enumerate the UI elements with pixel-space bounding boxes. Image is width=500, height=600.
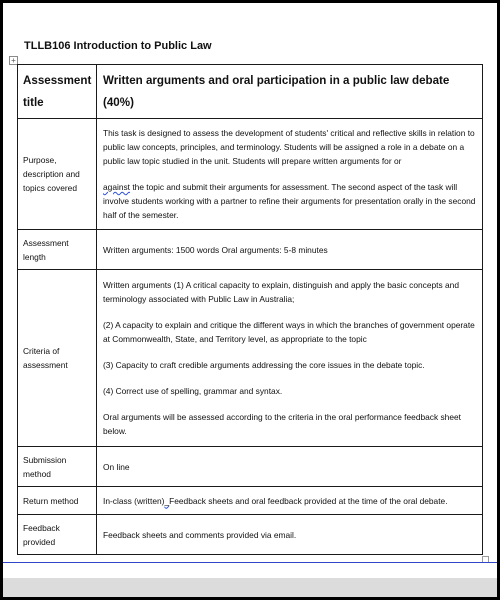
page-gap (3, 578, 497, 597)
purpose-paragraph-1: This task is designed to assess the development of students' critical and reflective skills in relation to public law concepts, principles, and terminology. Students will be assigned a role in a debate on a public law topic studied in the unit. Students will prepare written arguments for or (103, 128, 475, 166)
grammar-flagged-mark[interactable]: _ (164, 495, 170, 506)
table-row (18, 515, 483, 555)
submission-method-value: On line (97, 447, 483, 487)
criteria-label: Criteria of assessment (18, 270, 97, 447)
assessment-length-value: Written arguments: 1500 words Oral arguments: 5-8 minutes (97, 230, 483, 270)
assessment-title-value: Written arguments and oral participation in a public law debate (40%) (97, 65, 483, 119)
assessment-table (17, 64, 483, 555)
assessment-title-label: Assessment title (18, 65, 97, 119)
return-method-text-start: In-class (written) (103, 495, 165, 506)
document-title: TLLB106 Introduction to Public Law (24, 40, 212, 52)
purpose-paragraph-2-text: the topic and submit their arguments for assessment. The second aspect of the task will involve students working with a partner to refine their arguments for presentation orally in the second half of the semester. (103, 182, 476, 220)
feedback-provided-value: Feedback sheets and comments provided via email. (97, 515, 483, 555)
table-row (18, 447, 483, 487)
criteria-item: (2) A capacity to explain and critique the different ways in which the branches of government operate at Commonwealth, State, and Territory level, as appropriate to the topic (103, 320, 475, 344)
move-handle-icon[interactable]: + (9, 56, 18, 65)
criteria-item: Oral arguments will be assessed according to the criteria in the oral performance feedback sheet below. (103, 412, 461, 436)
page-boundary-line (3, 562, 497, 563)
criteria-item: Written arguments (1) A critical capacity to explain, distinguish and apply the basic concepts and terminology associated with Public Law in Australia; (103, 280, 459, 304)
table-row (18, 270, 483, 447)
return-method-value (97, 487, 483, 515)
purpose-label: Purpose, description and topics covered (18, 119, 97, 230)
assessment-length-label: Assessment length (18, 230, 97, 270)
criteria-item: (3) Capacity to craft credible arguments addressing the core issues in the debate topic. (103, 360, 425, 370)
table-row (18, 230, 483, 270)
spelling-flagged-word[interactable]: against (103, 182, 131, 192)
return-method-label: Return method (18, 487, 97, 515)
feedback-provided-label: Feedback provided (18, 515, 97, 555)
purpose-value (97, 119, 483, 230)
table-row (18, 65, 483, 119)
purpose-paragraph-2 (103, 180, 477, 222)
criteria-item: (4) Correct use of spelling, grammar and syntax. (103, 386, 283, 396)
table-row (18, 119, 483, 230)
criteria-value (97, 270, 483, 447)
table-row (18, 487, 483, 515)
submission-method-label: Submission method (18, 447, 97, 487)
return-method-text-end: Feedback sheets and oral feedback provided at the time of the oral debate. (169, 495, 448, 506)
